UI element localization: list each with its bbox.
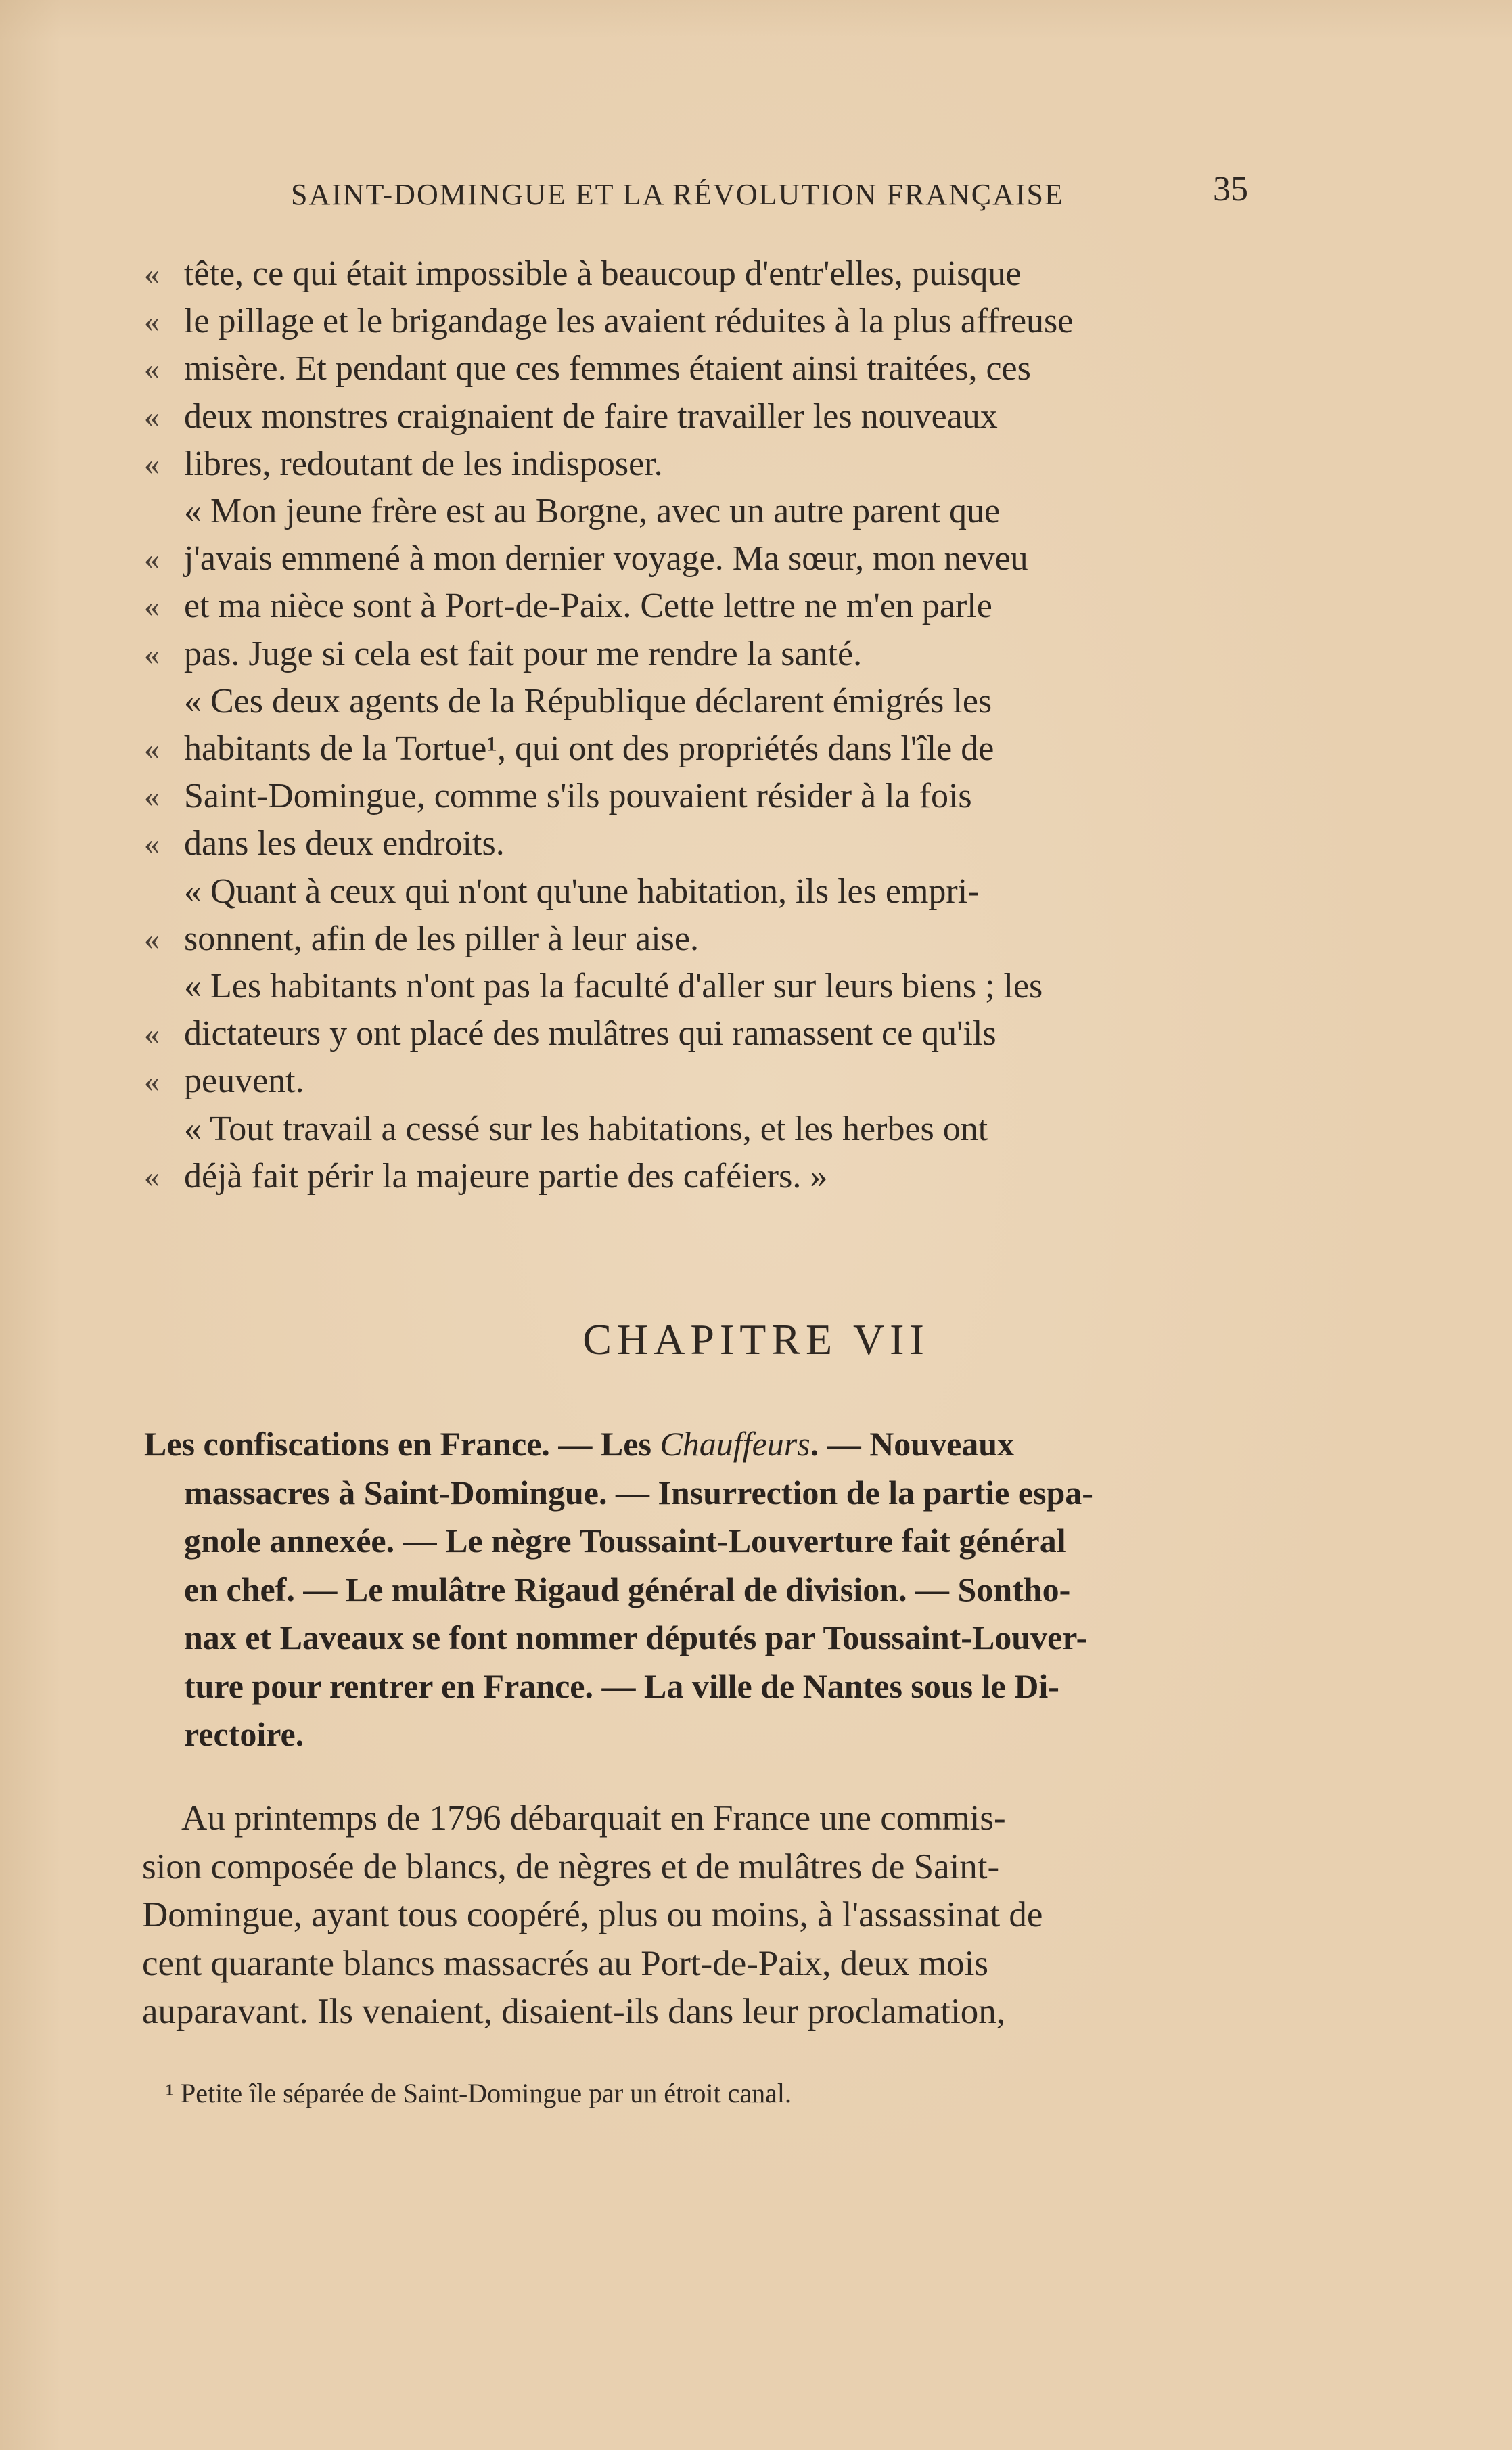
quote-mark: « — [144, 256, 160, 291]
letter-line: le pillage et le brigandage les avaient réduites à la plus affreuse — [184, 302, 1074, 341]
letter-line: peuvent. — [184, 1062, 304, 1101]
quote-mark: « — [144, 826, 160, 861]
letter-line: « Tout travail a cessé sur les habitations, et les herbes ont — [184, 1109, 988, 1148]
quote-mark: « — [144, 921, 160, 956]
quote-mark: « — [144, 589, 160, 624]
footnote: ¹ Petite île séparée de Saint-Domingue par un étroit canal. — [166, 2078, 792, 2108]
chapter-title: CHAPITRE VII — [582, 1315, 930, 1363]
letter-line: tête, ce qui était impossible à beaucoup d'entr'elles, puisque — [184, 254, 1022, 293]
quote-mark: « — [144, 304, 160, 339]
letter-line: libres, redoutant de les indisposer. — [184, 444, 663, 483]
letter-line: pas. Juge si cela est fait pour me rendre la santé. — [184, 634, 863, 673]
summary-line: gnole annexée. — Le nègre Toussaint-Louverture fait général — [184, 1522, 1066, 1560]
quote-mark: « — [144, 541, 160, 576]
body-line: sion composée de blancs, de nègres et de mulâtres de Saint- — [142, 1846, 1000, 1886]
quote-mark: « — [144, 779, 160, 814]
summary-line: rectoire. — [184, 1715, 304, 1753]
letter-line: j'avais emmené à mon dernier voyage. Ma sœur, mon neveu — [184, 539, 1028, 579]
letter-line: et ma nièce sont à Port-de-Paix. Cette lettre ne m'en parle — [184, 587, 992, 626]
quote-mark: « — [144, 1064, 160, 1099]
letter-line: déjà fait périr la majeure partie des caféiers. » — [184, 1156, 828, 1196]
quote-mark: « — [144, 731, 160, 766]
summary-line: ture pour rentrer en France. — La ville de Nantes sous le Di- — [184, 1666, 1059, 1705]
quote-mark: « — [144, 351, 160, 386]
letter-line: deux monstres craignaient de faire travailler les nouveaux — [184, 396, 998, 436]
body-line: auparavant. Ils venaient, disaient-ils dans leur proclamation, — [142, 1992, 1005, 2031]
letter-line: « Mon jeune frère est au Borgne, avec un autre parent que — [184, 492, 1001, 530]
letter-line: dans les deux endroits. — [184, 824, 505, 863]
letter-line: misère. Et pendant que ces femmes étaient ainsi traitées, ces — [184, 349, 1031, 388]
quote-mark: « — [144, 399, 160, 434]
running-head-title: SAINT-DOMINGUE ET LA RÉVOLUTION FRANÇAISE — [291, 178, 1064, 211]
summary-line: Les confiscations en France. — Les Chauffeurs. — Nouveaux — [144, 1425, 1015, 1463]
page-number: 35 — [1213, 170, 1248, 208]
body-line: Domingue, ayant tous coopéré, plus ou moins, à l'assassinat de — [142, 1895, 1043, 1934]
summary-line: massacres à Saint-Domingue. — Insurrection de la partie espa- — [184, 1473, 1093, 1512]
body-line: cent quarante blancs massacrés au Port-de-Paix, deux mois — [142, 1943, 988, 1983]
quote-mark: « — [144, 1158, 160, 1194]
quote-mark: « — [144, 636, 160, 671]
quote-mark: « — [144, 1016, 160, 1051]
summary-line: nax et Laveaux se font nommer députés par Toussaint-Louver- — [184, 1618, 1088, 1656]
letter-line: Saint-Domingue, comme s'ils pouvaient résider à la fois — [184, 777, 972, 816]
body-line: Au printemps de 1796 débarquait en France une commis- — [181, 1798, 1006, 1838]
letter-line: habitants de la Tortue¹, qui ont des propriétés dans l'île de — [184, 729, 994, 768]
letter-line: « Les habitants n'ont pas la faculté d'aller sur leurs biens ; les — [184, 967, 1043, 1005]
summary-italic-word: Chauffeurs — [660, 1425, 810, 1463]
summary-line: en chef. — Le mulâtre Rigaud général de division. — Sontho- — [184, 1570, 1071, 1608]
quote-mark: « — [144, 446, 160, 481]
letter-line: « Ces deux agents de la République déclarent émigrés les — [184, 681, 992, 721]
letter-line: « Quant à ceux qui n'ont qu'une habitation, ils les empri- — [184, 871, 980, 911]
letter-line: dictateurs y ont placé des mulâtres qui ramassent ce qu'ils — [184, 1014, 996, 1053]
letter-line: sonnent, afin de les piller à leur aise. — [184, 919, 699, 958]
